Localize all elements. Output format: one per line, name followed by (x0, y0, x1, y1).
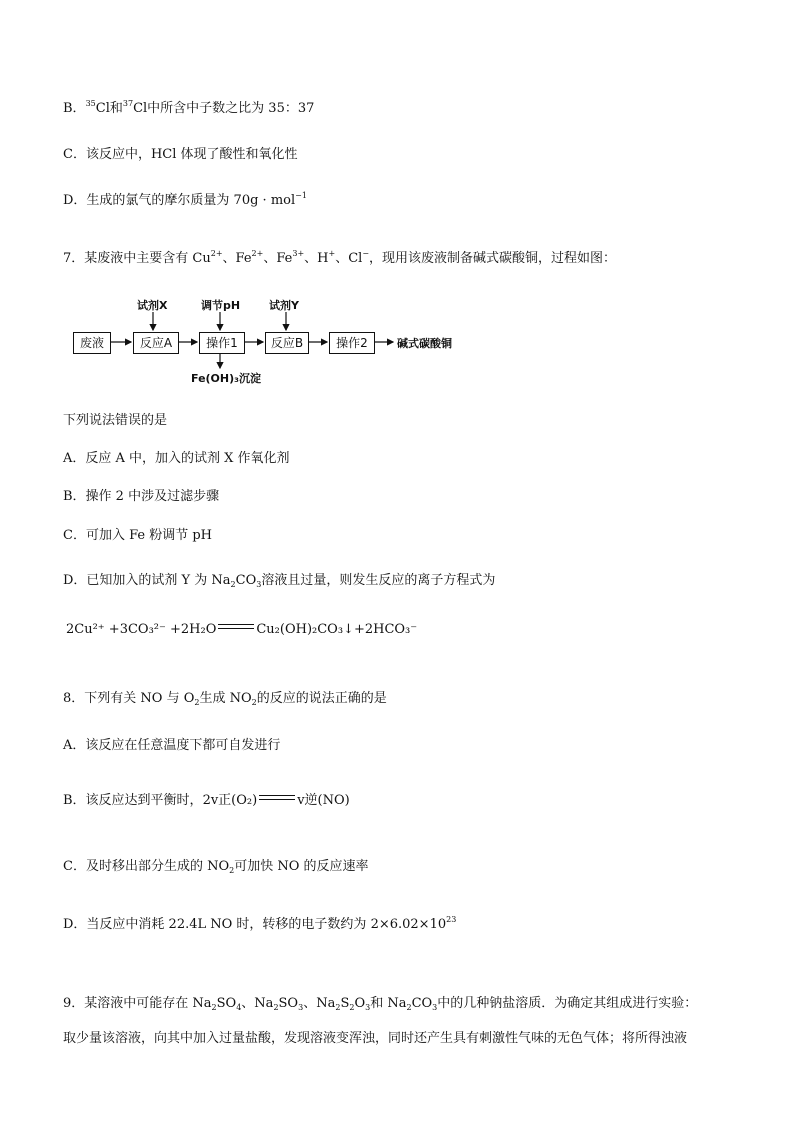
equation-equals (218, 624, 254, 629)
ionic-equation: 2Cu²⁺ +3CO₃²⁻ +2H₂O Cu₂(OH)₂CO₃↓+2HCO₃⁻ (66, 622, 418, 637)
operation-2-box: 操作2 (329, 332, 375, 354)
q8-stem: 8．下列有关 NO 与 $O_2$生成 $NO_2$的反应的说法正确的是 (63, 691, 387, 707)
q8-option-c: C．及时移出部分生成的 $NO_2$可加快 NO 的反应速率 (63, 859, 369, 875)
q7-option-d: D．已知加入的试剂 Y 为 $Na_2CO_3$溶液且过量，则发生反应的离子方程式为 (63, 573, 496, 589)
reaction-b-box: 反应B (265, 332, 309, 354)
waste-liquid-box: 废液 (73, 332, 111, 354)
operation-1-box: 操作1 (199, 332, 245, 354)
precipitate-label: Fe(OH)₃沉淀 (191, 372, 261, 385)
q9-stem-line-2: 取少量该溶液，向其中加入过量盐酸，发现溶液变浑浊，同时还产生具有刺激性气味的无色气体；将所得浊液 (63, 1031, 688, 1046)
q6-option-b: B．$^{35}$Cl和$^{37}$Cl中所含中子数之比为 35：37 (63, 99, 315, 116)
q7-question: 下列说法错误的是 (63, 413, 168, 428)
reagent-x-label: 试剂X (137, 299, 168, 312)
q7-option-c: C．可加入 Fe 粉调节 pH (63, 528, 213, 543)
equation-equals (259, 795, 295, 800)
q7-option-a: A．反应 A 中，加入的试剂 X 作氧化剂 (63, 451, 290, 466)
q9-stem-line-1: 9．某溶液中可能存在 $Na_2SO_4$、$Na_2SO_3$、$Na_2S_2O_3$和 $Na_2CO_3$中的几种钠盐溶质．为确定其组成进行实验： (63, 996, 698, 1012)
process-flowchart (63, 290, 483, 390)
q7-option-b: B．操作 2 中涉及过滤步骤 (63, 489, 220, 504)
reaction-a-box: 反应A (133, 332, 179, 354)
q8-option-b: B．该反应达到平衡时，2v正(O₂) v逆(NO) (63, 793, 350, 808)
reagent-y-label: 试剂Y (269, 299, 299, 312)
q6-option-d: D．生成的氯气的摩尔质量为 70g · mol$^{-1}$ (63, 191, 307, 208)
q6-option-c: C．该反应中，HCl 体现了酸性和氧化性 (63, 147, 298, 162)
adjust-ph-label: 调节pH (201, 299, 241, 312)
q7-stem: 7．某废液中主要含有 $Cu^{2+}$、$Fe^{2+}$、$Fe^{3+}$、H+、Cl−，现用该废液制备碱式碳酸铜，过程如图： (63, 249, 617, 266)
q8-option-d: D．当反应中消耗 22.4L NO 时，转移的电子数约为 $2\times 6.02\times 10^{23}$ (63, 915, 457, 932)
product-label: 碱式碳酸铜 (397, 337, 452, 350)
q8-option-a: A．该反应在任意温度下都可自发进行 (63, 738, 281, 753)
